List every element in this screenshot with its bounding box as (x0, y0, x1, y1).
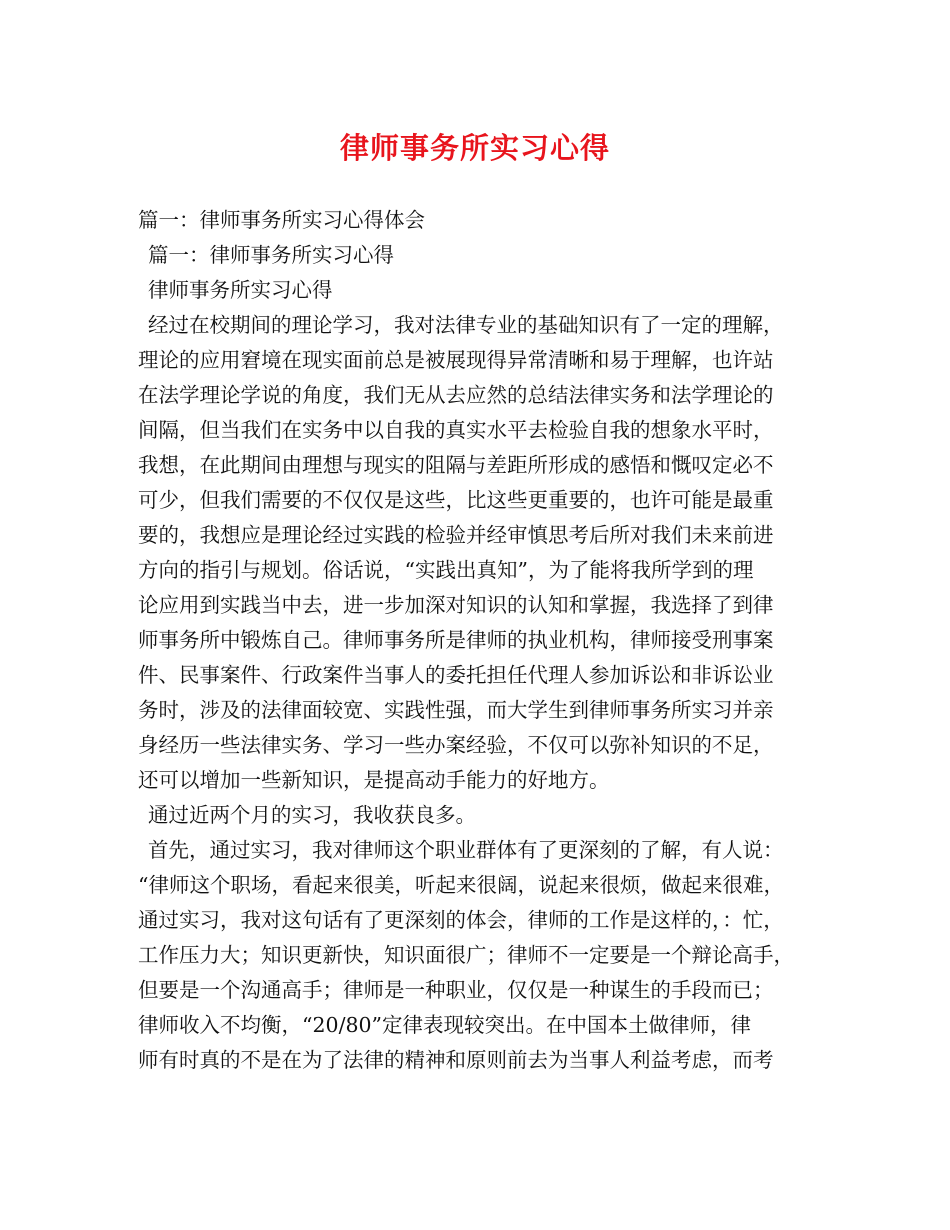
section-subheading: 篇一：律师事务所实习心得 (148, 243, 394, 267)
document-body (138, 203, 828, 1078)
paragraph-line: 方向的指引与规划。俗话说，“实践出真知”，为了能将我所学到的理 (138, 558, 754, 582)
paragraph-line: 但要是一个沟通高手；律师是一种职业，仅仅是一种谋生的手段而已； (138, 978, 774, 1002)
paragraph-line: 在法学理论学说的角度，我们无从去应然的总结法律实务和法学理论的 (138, 383, 774, 407)
paragraph-line: 工作压力大；知识更新快，知识面很广；律师不一定要是一个辩论高手， (138, 943, 794, 967)
paragraph-line: 还可以增加一些新知识，是提高动手能力的好地方。 (138, 768, 610, 792)
document-title: 律师事务所实习心得 (339, 131, 610, 165)
paragraph-line: 经过在校期间的理论学习，我对法律专业的基础知识有了一定的理解， (148, 313, 784, 337)
paragraph-line: 通过实习，我对这句话有了更深刻的体会，律师的工作是这样的，：忙， (138, 908, 784, 932)
paragraph-line: 论应用到实践当中去，进一步加深对知识的认知和掌握，我选择了到律 (138, 593, 774, 617)
article-heading: 律师事务所实习心得 (148, 278, 333, 302)
paragraph-line: 要的，我想应是理论经过实践的检验并经审慎思考后所对我们未来前进 (138, 523, 774, 547)
paragraph-line: 件、民事案件、行政案件当事人的委托担任代理人参加诉讼和非诉讼业 (138, 663, 774, 687)
paragraph-line: 通过近两个月的实习，我收获良多。 (148, 803, 476, 827)
paragraph-line: 师有时真的不是在为了法律的精神和原则前去为当事人利益考虑，而考 (138, 1048, 774, 1072)
paragraph-line: 身经历一些法律实务、学习一些办案经验，不仅可以弥补知识的不足， (138, 733, 774, 757)
section-heading: 篇一：律师事务所实习心得体会 (138, 208, 425, 232)
paragraph-line: 我想，在此期间由理想与现实的阻隔与差距所形成的感悟和慨叹定必不 (138, 453, 774, 477)
paragraph-line: 理论的应用窘境在现实面前总是被展现得异常清晰和易于理解，也许站 (138, 348, 774, 372)
paragraph-line: 可少，但我们需要的不仅仅是这些，比这些更重要的，也许可能是最重 (138, 488, 774, 512)
paragraph-line: 律师收入不均衡，“20/80”定律表现较突出。在中国本土做律师，律 (138, 1013, 752, 1037)
paragraph-line: 务时，涉及的法律面较宽、实践性强，而大学生到律师事务所实习并亲 (138, 698, 774, 722)
paragraph-line: 间隔，但当我们在实务中以自我的真实水平去检验自我的想象水平时， (138, 418, 774, 442)
paragraph-line: 首先，通过实习，我对律师这个职业群体有了更深刻的了解，有人说： (148, 838, 784, 862)
paragraph-line: 师事务所中锻炼自己。律师事务所是律师的执业机构，律师接受刑事案 (138, 628, 774, 652)
paragraph-line: “律师这个职场，看起来很美，听起来很阔，说起来很烦，做起来很难， (138, 873, 784, 897)
